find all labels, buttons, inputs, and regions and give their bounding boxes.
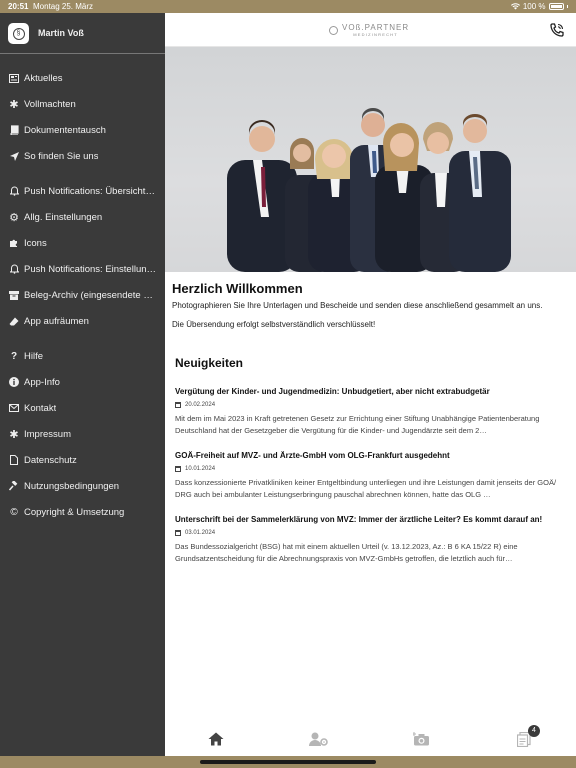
news-icon bbox=[9, 73, 19, 83]
bell-icon bbox=[9, 264, 19, 274]
sidebar-item-app-info[interactable]: App-Info bbox=[0, 371, 165, 393]
news-heading: Neuigkeiten bbox=[175, 356, 244, 370]
article-date: 10.01.2024 bbox=[175, 466, 565, 472]
article-excerpt: Das Bundessozialgericht (BSG) hat mit einem aktuellen Urteil (v. 13.12.2023, Az.: B 6 KA 15/22 R) eine Grundsatzentscheidung für die Abrechnungspraxis von MVZ-GmbHs getroffen, die letztlich auch für… bbox=[175, 542, 518, 563]
bell-icon bbox=[9, 186, 19, 196]
news-article[interactable] bbox=[175, 387, 565, 437]
article-excerpt: Dass konzessionierte Privatkliniken keiner Entgeltbindung unterliegen und ihre Leistungen damit jenseits der GOÄ/ DRG auch bei ambulanter Leistungserbringung pauschal abrechnen können, hatte das OLG … bbox=[175, 478, 557, 499]
article-date: 20.02.2024 bbox=[175, 402, 565, 408]
sidebar-item-beleg-archiv[interactable]: Beleg-Archiv (eingesendete B… bbox=[0, 284, 165, 306]
brand-mark-icon bbox=[329, 26, 338, 35]
welcome-text-2: Die Übersendung erfolgt selbstverständlich verschlüsselt! bbox=[172, 320, 376, 329]
sidebar-item-impressum[interactable]: ✱ Impressum bbox=[9, 428, 71, 441]
tab-bar bbox=[165, 725, 576, 756]
sidebar-item-allg-einstellungen[interactable]: ⚙ Allg. Einstellungen bbox=[9, 211, 103, 224]
home-icon bbox=[208, 732, 224, 746]
sidebar-item-push-einstellungen[interactable]: Push Notifications: Einstellun… bbox=[0, 258, 165, 280]
book-icon bbox=[9, 125, 19, 135]
calendar-icon bbox=[175, 402, 181, 408]
sidebar-item-nutzungsbedingungen[interactable]: Nutzungsbedingungen bbox=[0, 475, 165, 497]
sidebar-item-hilfe[interactable]: ? Hilfe bbox=[10, 350, 44, 362]
phone-icon[interactable] bbox=[550, 23, 564, 37]
team-photo-illustration bbox=[165, 47, 576, 272]
sidebar-item-dokumententausch[interactable]: Dokumententausch bbox=[0, 119, 165, 141]
status-right bbox=[511, 2, 568, 11]
main-content bbox=[165, 13, 576, 756]
article-excerpt: Mit dem im Mai 2023 in Kraft getretenen Gesetz zur Errichtung einer Stiftung Unabhängige Patientenberatung Deutschland hat der Gesetzgeber die Vergütung für die Kinder- und Jugendärzte seit dem 2… bbox=[175, 414, 540, 435]
status-time: 20:51 bbox=[8, 2, 29, 11]
sidebar-item-kontakt[interactable]: Kontakt bbox=[0, 397, 165, 419]
question-icon: ? bbox=[10, 350, 18, 362]
sidebar-item-datenschutz[interactable]: Datenschutz bbox=[0, 449, 165, 471]
article-title[interactable]: GOÄ-Freiheit auf MVZ- und Ärzte-GmbH vom OLG-Frankfurt ausgedehnt bbox=[175, 451, 450, 460]
copyright-icon: © bbox=[10, 506, 18, 518]
home-indicator[interactable] bbox=[200, 760, 376, 764]
brand-sub: MEDIZINRECHT bbox=[353, 32, 398, 37]
gavel-icon bbox=[9, 481, 19, 491]
file-icon bbox=[9, 455, 19, 465]
envelope-icon bbox=[9, 403, 19, 413]
archive-icon bbox=[9, 290, 19, 300]
battery-percent: 100 % bbox=[522, 2, 546, 11]
asterisk-icon: ✱ bbox=[9, 98, 19, 111]
sidebar-item-aktuelles[interactable]: Aktuelles bbox=[0, 67, 165, 89]
gear-icon: ⚙ bbox=[9, 211, 19, 224]
user-name: Martin Voß bbox=[38, 28, 84, 38]
welcome-title: Herzlich Willkommen bbox=[172, 281, 303, 296]
eraser-icon bbox=[9, 316, 19, 326]
sidebar-header bbox=[0, 13, 165, 54]
sidebar-item-vollmachten[interactable]: ✱ Vollmachten bbox=[9, 98, 76, 111]
sidebar-item-icons[interactable]: Icons bbox=[0, 232, 165, 254]
asterisk-icon: ✱ bbox=[9, 428, 19, 441]
documents-count-badge: 4 bbox=[528, 725, 540, 737]
user-gear-icon bbox=[309, 732, 328, 746]
calendar-icon bbox=[175, 530, 181, 536]
brand-name: VOß.PARTNER bbox=[342, 23, 410, 32]
wifi-icon bbox=[511, 3, 520, 10]
top-bar bbox=[165, 13, 576, 47]
sidebar bbox=[0, 13, 165, 756]
tab-user-settings[interactable] bbox=[308, 730, 328, 748]
news-article[interactable] bbox=[175, 515, 565, 565]
status-bar bbox=[0, 0, 576, 13]
brand-logo bbox=[329, 24, 409, 37]
article-title[interactable]: Vergütung der Kinder- und Jugendmedizin: Unbudgetiert, aber nicht extrabudgetär bbox=[175, 387, 490, 396]
calendar-icon bbox=[175, 466, 181, 472]
news-article[interactable] bbox=[175, 451, 565, 501]
hero-team-photo bbox=[165, 47, 576, 272]
location-arrow-icon bbox=[9, 151, 19, 161]
camera-add-icon bbox=[413, 732, 430, 746]
tab-home[interactable] bbox=[206, 730, 226, 748]
bottom-bar bbox=[0, 756, 576, 768]
puzzle-icon bbox=[9, 238, 19, 248]
app-logo[interactable]: § bbox=[8, 23, 29, 44]
tab-documents[interactable] bbox=[514, 727, 536, 748]
sidebar-item-copyright[interactable]: © Copyright & Umsetzung bbox=[10, 506, 125, 518]
battery-icon bbox=[549, 3, 564, 10]
sidebar-item-so-finden-sie-uns[interactable]: So finden Sie uns bbox=[0, 145, 165, 167]
tab-camera[interactable] bbox=[411, 730, 431, 748]
sidebar-item-push-uebersicht[interactable]: Push Notifications: Übersicht… bbox=[0, 180, 165, 202]
article-date: 03.01.2024 bbox=[175, 530, 565, 536]
status-date: Montag 25. März bbox=[33, 2, 94, 11]
article-title[interactable]: Unterschrift bei der Sammelerklärung von MVZ: Immer der ärztliche Leiter? Es kommt darauf an! bbox=[175, 515, 543, 524]
welcome-text-1: Photographieren Sie Ihre Unterlagen und Bescheide und senden diese anschließend gesammelt an uns. bbox=[172, 301, 543, 310]
sidebar-item-app-aufraeumen[interactable]: App aufräumen bbox=[0, 310, 165, 332]
info-icon bbox=[9, 377, 19, 387]
